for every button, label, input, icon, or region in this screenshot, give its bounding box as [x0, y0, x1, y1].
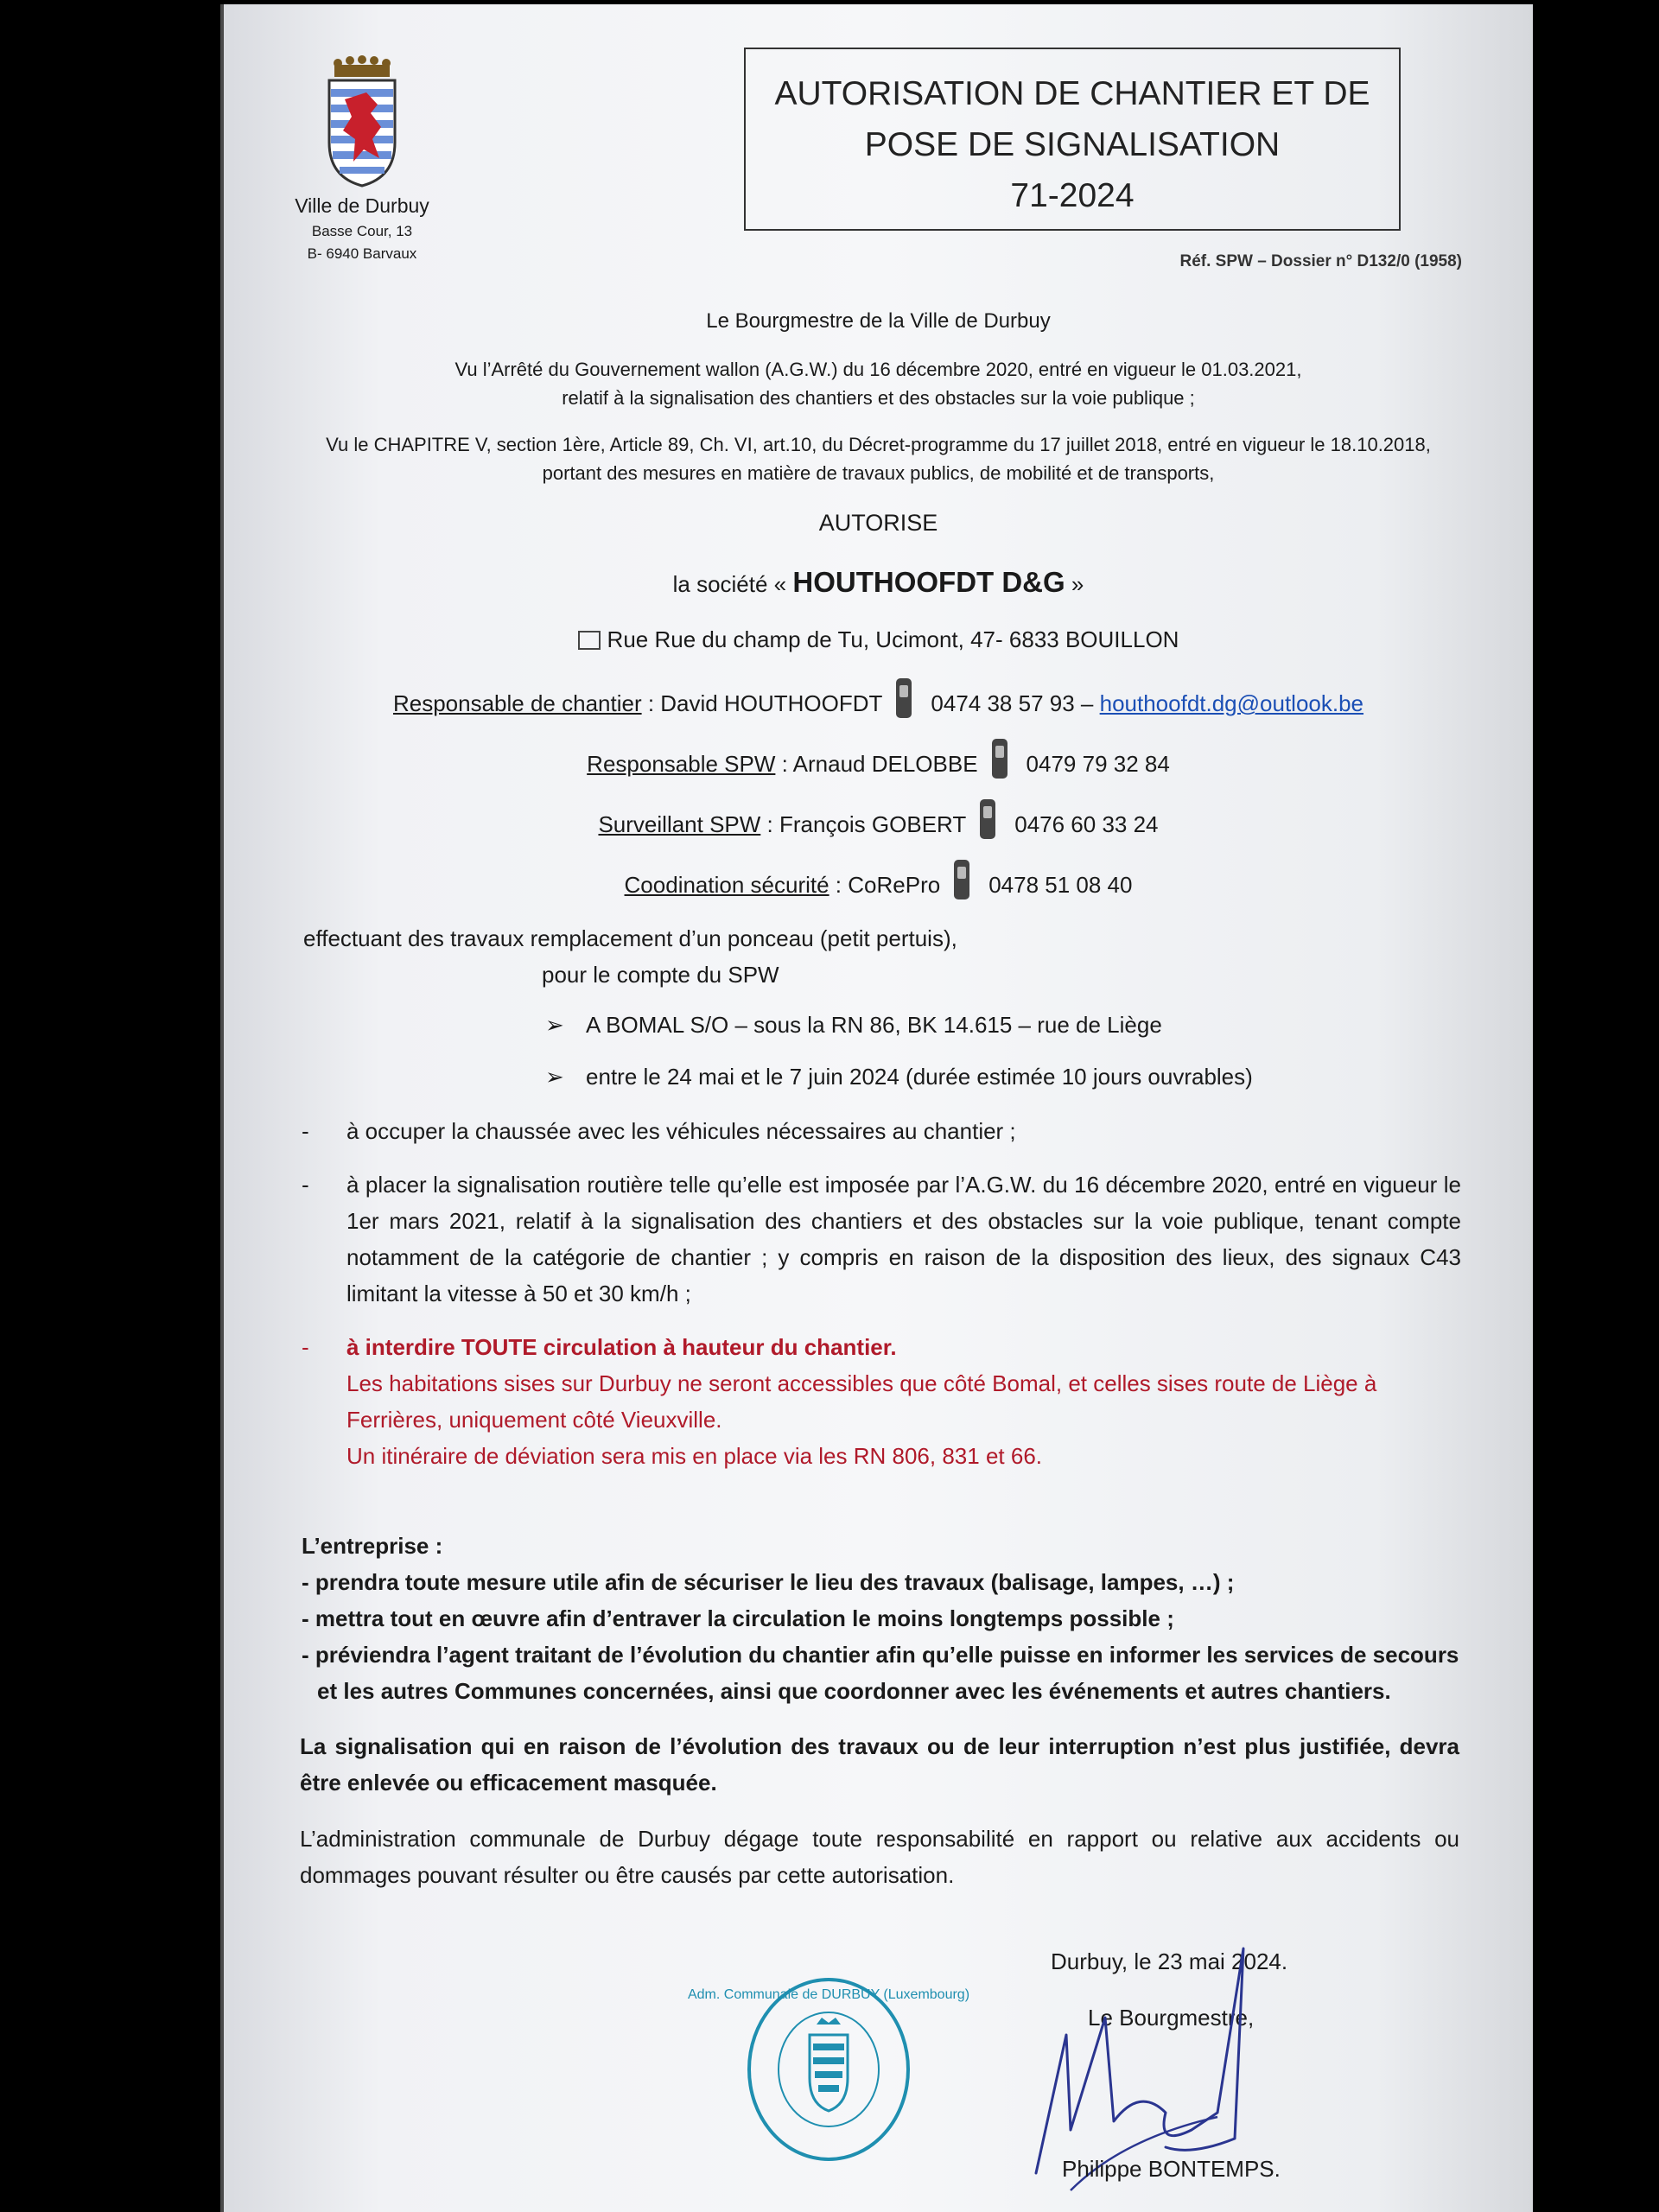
condition-text: à placer la signalisation routière telle qu’elle est imposée par l’A.G.W. du 16 décembre 2020, entré en vigueur le 1er mars 2021, relatif à la signalisation des chantiers et des obstacles sur la voie publique, tenant compte notamment de la catégorie de chantier ; y compris en raison de la disposition des lieux, des signaux C43 limitant la vitesse à 50 et 30 km/h ; — [346, 1172, 1461, 1306]
works-account: pour le compte du SPW — [542, 962, 779, 988]
condition-text: Un itinéraire de déviation sera mis en place via les RN 806, 831 et 66. — [346, 1443, 1042, 1469]
condition-item-1 — [303, 1113, 1461, 1149]
contact-row — [224, 799, 1533, 839]
list-dash: - — [302, 1118, 309, 1144]
stamp-text: Adm. Communale de DURBUY (Luxembourg) — [687, 1987, 970, 2002]
contact-row — [224, 739, 1533, 779]
company-suffix: » — [1071, 571, 1084, 597]
contact-phone: 0476 60 33 24 — [1014, 811, 1159, 837]
works-dates-item — [545, 1058, 1253, 1095]
signatory-name: Philippe BONTEMPS. — [1062, 2156, 1281, 2182]
condition-text: Les habitations sises sur Durbuy ne seront accessibles que côté Bomal, et celles sises route de Liège à Ferrières, uniquement côté Vieuxville. — [346, 1370, 1377, 1433]
title-line1: AUTORISATION DE CHANTIER ET DE — [774, 75, 1370, 112]
contact-person: : David HOUTHOOFDT — [641, 690, 883, 716]
autorise-heading: AUTORISE — [818, 510, 938, 536]
title-line3: 71-2024 — [1010, 177, 1135, 214]
city-coat-of-arms — [319, 56, 405, 194]
contact-person: : Arnaud DELOBBE — [775, 751, 978, 777]
condition-item-2 — [303, 1166, 1461, 1312]
contact-row — [224, 860, 1533, 899]
vu1-line2: relatif à la signalisation des chantiers et des obstacles sur la voie publique ; — [562, 387, 1195, 409]
company-address: Rue Rue du champ de Tu, Ucimont, 47- 6833 BOUILLON — [607, 626, 1179, 652]
reference-number: Réf. SPW – Dossier n° D132/0 (1958) — [1179, 252, 1462, 270]
obligation-line: - prendra toute mesure utile afin de sécuriser le lieu des travaux (balisage, lampes, …) ; — [302, 1569, 1235, 1595]
city-address-line2: B- 6940 Barvaux — [307, 245, 417, 262]
condition-title: à interdire TOUTE circulation à hauteur du chantier. — [346, 1334, 897, 1360]
arrow-bullet-icon: ➢ — [545, 1012, 564, 1038]
phone-icon — [954, 860, 969, 899]
signature-role: Le Bourgmestre, — [1088, 2005, 1255, 2031]
works-location: A BOMAL S/O – sous la RN 86, BK 14.615 – rue de Liège — [586, 1012, 1162, 1038]
contact-role: Responsable SPW — [587, 751, 776, 777]
condition-item-3 — [303, 1329, 1461, 1474]
contact-phone: 0478 51 08 40 — [988, 872, 1133, 898]
signature-place-date: Durbuy, le 23 mai 2024. — [1051, 1948, 1288, 1974]
document-page — [220, 4, 1533, 2212]
obligations-block — [302, 1528, 1459, 1709]
works-location-item — [545, 1007, 1162, 1043]
vu2-line1: Vu le CHAPITRE V, section 1ère, Article 89, Ch. VI, art.10, du Décret-programme du 17 juillet 2018, entré en vigueur le 18.10.2018, — [326, 434, 1431, 455]
contact-phone: 0474 38 57 93 – — [931, 690, 1094, 716]
phone-icon — [980, 799, 995, 839]
city-name: Ville de Durbuy — [295, 194, 429, 217]
contact-role: Coodination sécurité — [624, 872, 830, 898]
municipal-stamp — [687, 1974, 970, 2164]
contact-role: Responsable de chantier — [392, 690, 642, 716]
contact-row — [224, 678, 1533, 718]
obligation-line: - préviendra l’agent traitant de l’évolution du chantier afin qu’elle puisse en informer les services de secours et les autres Communes concernées, ainsi que coordonner avec les événements et autres chantiers. — [302, 1642, 1459, 1704]
works-dates: entre le 24 mai et le 7 juin 2024 (durée estimée 10 jours ouvrables) — [586, 1064, 1253, 1090]
company-name: HOUTHOOFDT D&G — [792, 566, 1065, 598]
vu1-line1: Vu l’Arrêté du Gouvernement wallon (A.G.W.) du 16 décembre 2020, entré en vigueur le 01.03.2021, — [454, 359, 1302, 380]
contact-person: : CoRePro — [829, 872, 941, 898]
condition-text: à occuper la chaussée avec les véhicules nécessaires au chantier ; — [346, 1118, 1016, 1144]
phone-icon — [896, 678, 912, 718]
disclaimer-note: L’administration communale de Durbuy dégage toute responsabilité en rapport ou relative aux accidents ou dommages pouvant résulter ou être causés par cette autorisation. — [300, 1826, 1459, 1888]
vu2-line2: portant des mesures en matière de travaux publics, de mobilité et de transports, — [542, 462, 1215, 484]
phone-icon — [992, 739, 1007, 779]
contact-email-link[interactable]: houthoofdt.dg@outlook.be — [1099, 690, 1364, 716]
issuer-line: Le Bourgmestre de la Ville de Durbuy — [706, 309, 1051, 333]
obligation-line: - mettra tout en œuvre afin d’entraver la circulation le moins longtemps possible ; — [302, 1605, 1174, 1631]
company-prefix: la société « — [672, 571, 787, 597]
address-icon — [578, 631, 601, 650]
obligations-title: L’entreprise : — [302, 1533, 443, 1559]
city-address-line1: Basse Cour, 13 — [311, 223, 413, 239]
company-address-line — [224, 626, 1533, 653]
contact-role: Surveillant SPW — [598, 811, 761, 837]
works-description: effectuant des travaux remplacement d’un ponceau (petit pertuis), — [303, 925, 957, 951]
title-line2: POSE DE SIGNALISATION — [864, 126, 1281, 163]
arrow-bullet-icon: ➢ — [545, 1064, 564, 1090]
list-dash: - — [302, 1334, 309, 1360]
company-line — [224, 566, 1533, 599]
list-dash: - — [302, 1172, 309, 1198]
contact-phone: 0479 79 32 84 — [1026, 751, 1170, 777]
city-address-block — [267, 194, 457, 263]
contact-person: : François GOBERT — [760, 811, 967, 837]
signalisation-note: La signalisation qui en raison de l’évolution des travaux ou de leur interruption n’est plus justifiée, devra être enlevée ou efficacement masquée. — [300, 1733, 1459, 1796]
document-title-box — [744, 48, 1401, 231]
